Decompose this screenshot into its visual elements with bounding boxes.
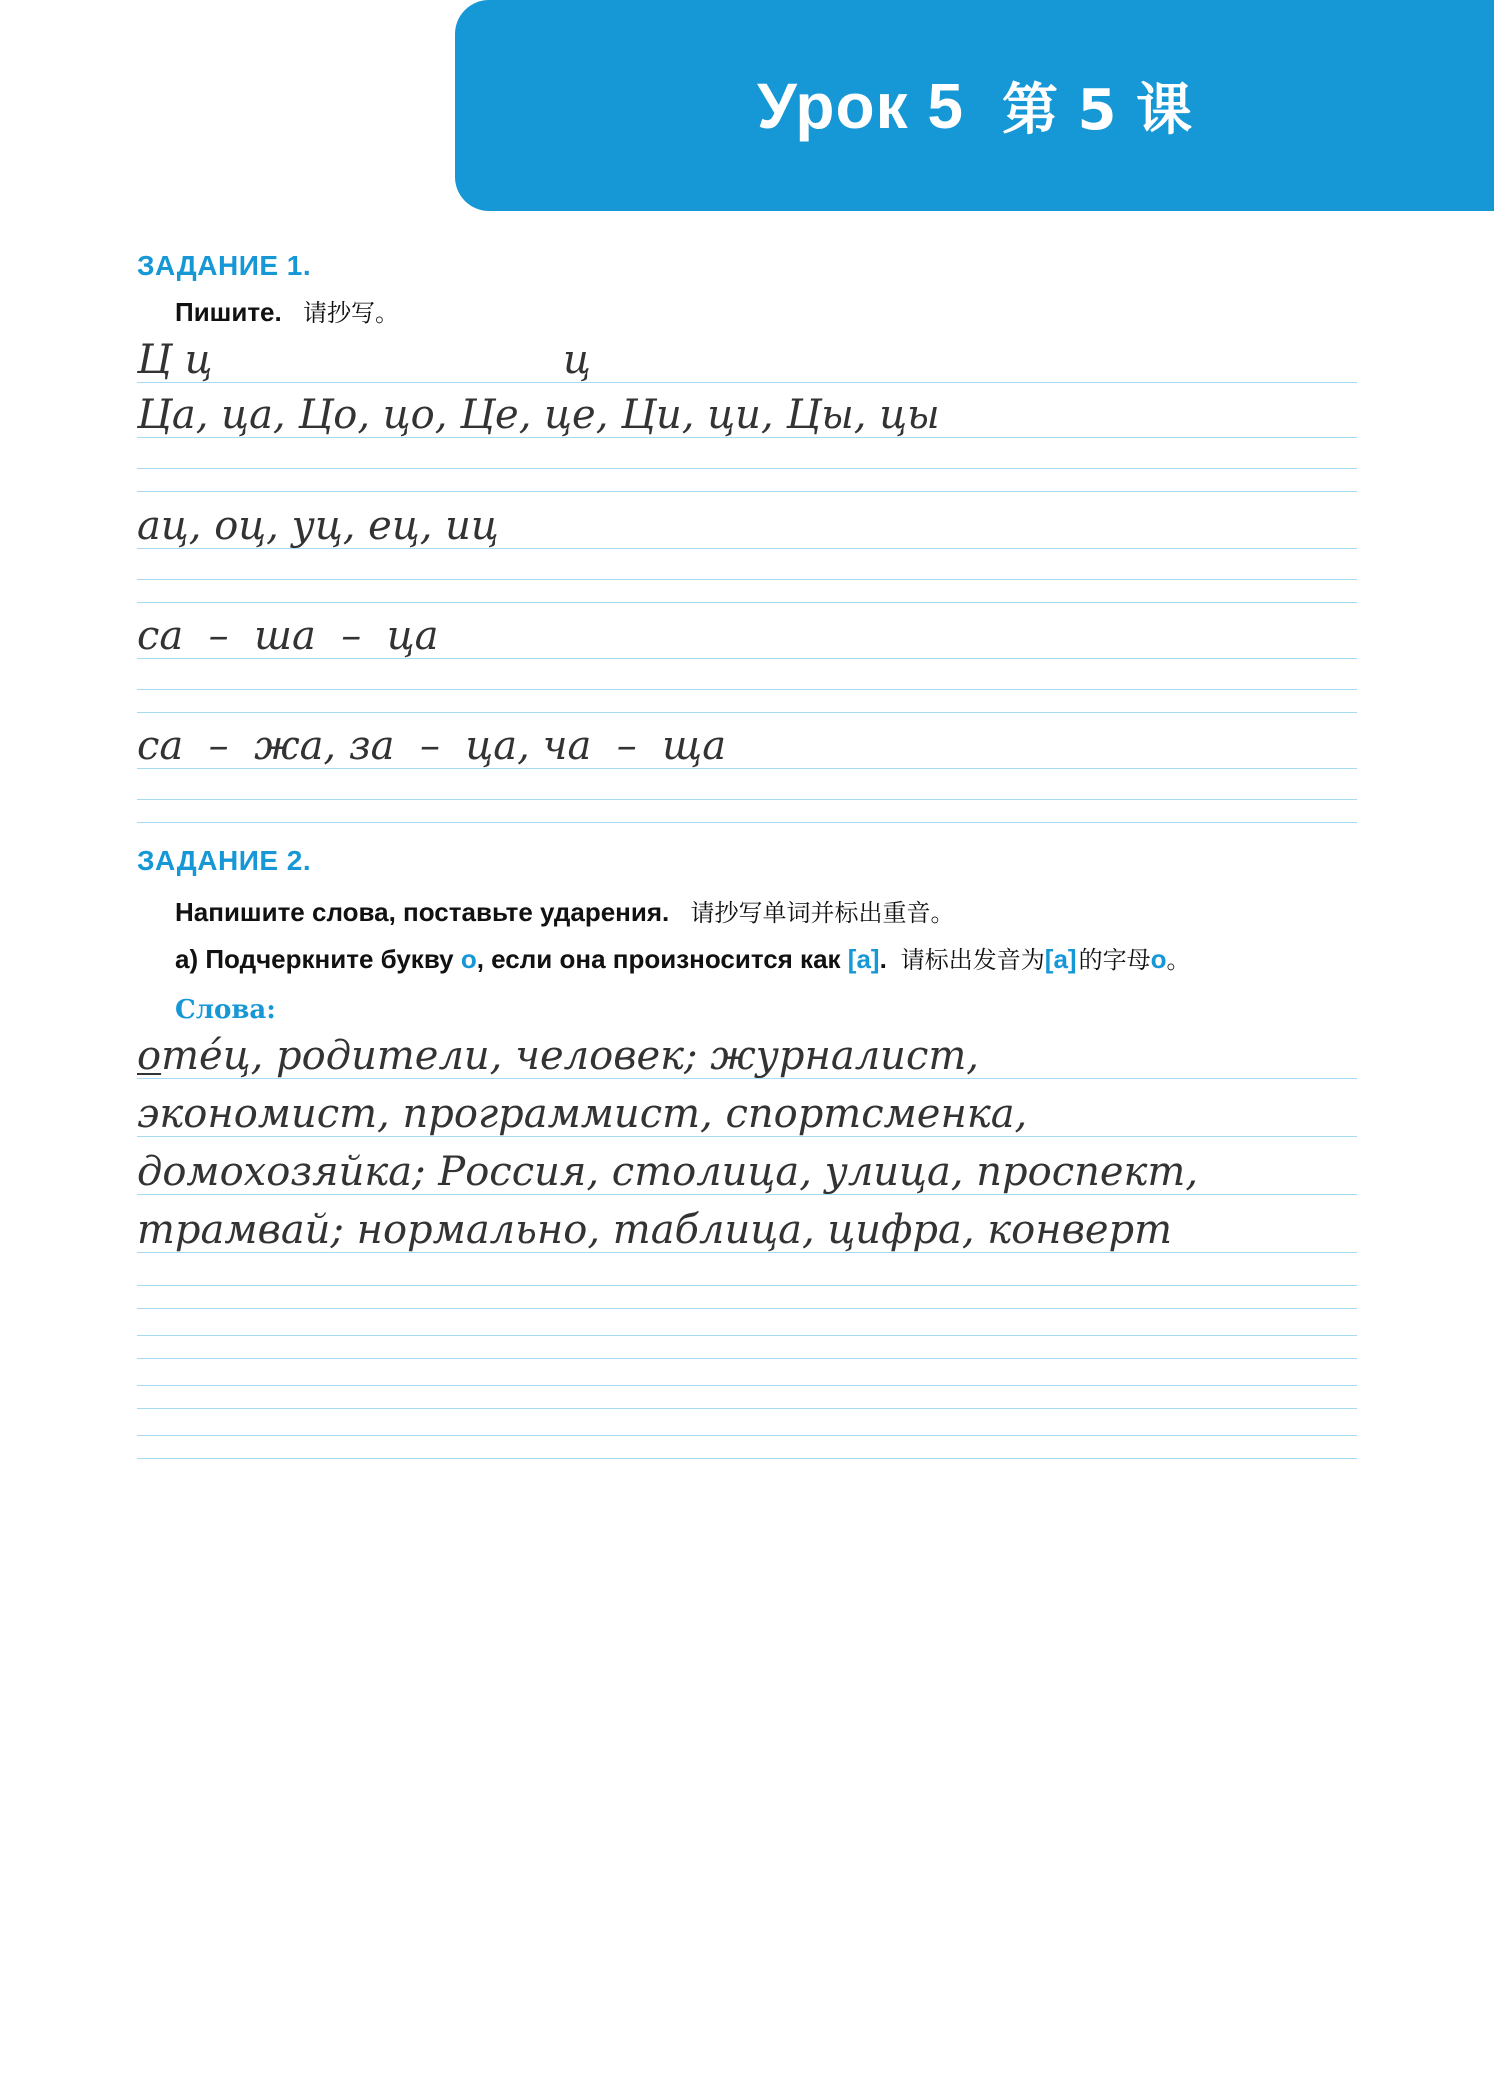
practice-row-3 [137,496,499,548]
task1-label: ЗАДАНИЕ 1. [137,250,312,281]
ruled-line [137,1435,1357,1436]
words-text: трамвай; нормально, таблица, цифра, конверт [137,1207,1173,1253]
words-text: те́ц, родители, человек; журналист, [161,1033,979,1079]
ruled-line [137,1308,1357,1309]
task1-instruction-russian: Пишите. [175,297,282,327]
practice-row-4 [137,606,438,658]
ruled-line [137,382,1357,383]
sub-seg-a-bracket-zh: [а] [1044,944,1077,974]
task2-instruction-chinese: 请抄写单词并标出重音。 [690,899,955,927]
sub-seg-chinese-1: 请标出发音为 [900,946,1045,974]
ruled-line [137,822,1357,823]
sub-seg-letter-o: о [460,944,477,974]
ruled-line [137,1408,1357,1409]
practice-text: са – жа, за – ца, ча – ща [137,723,727,769]
task1-instruction [175,293,399,328]
sub-seg-a-bracket: [а] [847,944,880,974]
sub-seg-chinese-2: 的字母 [1078,946,1151,974]
practice-row-1-left [137,330,213,382]
ruled-line [137,1385,1357,1386]
underlined-letter-o: о [137,1033,162,1079]
ruled-line [137,689,1357,690]
words-line-4 [137,1200,1172,1252]
ruled-line [137,1358,1357,1359]
practice-row-5 [137,716,726,768]
practice-text: ц [563,337,591,383]
ruled-line [137,1335,1357,1336]
task1-instruction-chinese: 请抄写。 [302,299,399,327]
sub-seg-letter-o-zh: о [1150,944,1167,974]
task2-label: ЗАДАНИЕ 2. [137,845,312,876]
words-text: экономист, программист, спортсменка, [137,1091,1028,1137]
sub-seg-1: а) Подчеркните букву [175,944,461,974]
practice-text: Ц ц [137,337,213,383]
lesson-header-banner [455,0,1494,211]
words-line-2 [137,1084,1027,1136]
practice-text: са – ша – ца [137,613,439,659]
ruled-line [137,799,1357,800]
sub-seg-3: , если она произносится как [476,944,848,974]
words-line-3 [137,1142,1198,1194]
ruled-line [137,468,1357,469]
words-text: домохозяйка; Россия, столица, улица, проспект, [137,1149,1199,1195]
ruled-line [137,602,1357,603]
practice-text: Ца, ца, Цо, цо, Це, це, Ци, ци, Цы, цы [137,392,940,438]
task2-instruction [175,893,955,928]
sub-seg-chinese-3: 。 [1166,946,1191,974]
ruled-line [137,1458,1357,1459]
ruled-line [137,1285,1357,1286]
task2-subinstruction [175,940,1190,975]
ruled-line [137,579,1357,580]
lesson-title-chinese: 第 5 课 [1002,77,1192,143]
sub-seg-5: . [879,944,887,974]
ruled-line [137,491,1357,492]
lesson-title-russian: Урок 5 [757,69,964,142]
task2-instruction-russian: Напишите слова, поставьте ударения. [175,897,670,927]
words-label: Слова: [175,995,276,1025]
practice-row-2 [137,385,940,437]
practice-row-1-mid [563,330,591,382]
words-line-1 [137,1026,979,1078]
ruled-line [137,712,1357,713]
practice-text: ац, оц, уц, ец, иц [137,503,499,549]
